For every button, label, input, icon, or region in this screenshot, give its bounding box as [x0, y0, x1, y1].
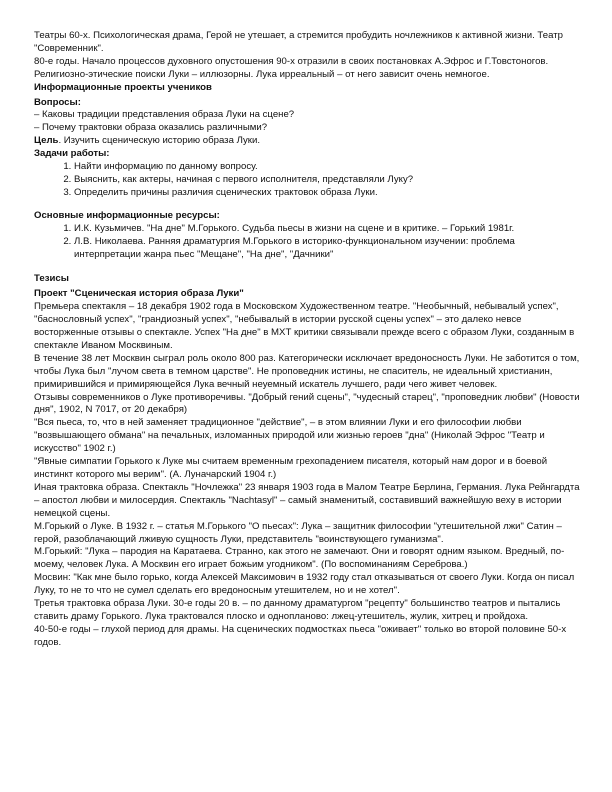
- list-item: 1. Найти информацию по данному вопросу.: [74, 161, 582, 174]
- thesis-paragraph: 40-50-е годы – глухой период для драмы. На сценических подмостках пьеса "оживает" только во второй половине 50-х годов.: [34, 623, 567, 648]
- intro-paragraph-1: Театры 60-х. Психологическая драма, Герой не утешает, а стремится пробудить ночлежников к активной жизни. Театр "Современник".: [34, 30, 563, 54]
- question-item: – Почему трактовки образа оказались различными?: [34, 122, 268, 134]
- questions-heading: Вопросы:: [34, 96, 81, 108]
- goal-label: Цель: [34, 135, 59, 147]
- thesis-paragraph: М.Горький: "Лука – пародия на Каратаева. Странно, как этого не замечают. Они и говорят одним языком. Вредный, по-моему, человек Лука. А Москвин его играет божьим угодником". (По воспоминаниям Сереброва.): [34, 546, 565, 571]
- goal-text: . Изучить сценическую историю образа Луки.: [58, 135, 261, 147]
- thesis-paragraph: Премьера спектакля – 18 декабря 1902 года в Московском Художественном театре. "Необычный, небывалый успех", "баснословный успех", "грандиозный успех", "небывалый в истории русской сцены успех" – это далеко невсе восторженные отзывы о спектакле. Успех "На дне" в МХТ критики связывали прежде всего с образом Луки, созданным в спектакле Иваном Москвиным.: [34, 301, 575, 351]
- thesis-paragraph: Мосвин: "Как мне было горько, когда Алексей Максимович в 1932 году стал отказываться от своего Луки. Когда он писал Луку, то не то что не сумел сделать его вредоносным утешителем, но и не хотел".: [34, 572, 575, 597]
- goal-line: [34, 135, 582, 148]
- thesis-paragraph: Третья трактовка образа Луки. 30-е годы 20 в. – по данному драматургом "рецепту" большинство театров и пытались ставить драму Горького. Лука трактовался плоско и однопланово: лжец-утешитель, жулик, хитрец и пройдоха.: [34, 598, 561, 622]
- list-item: 2. Выяснить, как актеры, начиная с первого исполнителя, представляли Луку?: [74, 174, 582, 187]
- tasks-heading: Задачи работы:: [34, 148, 110, 160]
- list-item: 2. Л.В. Николаева. Ранняя драматургия М.Горького в историко-функциональном изучении: проблема интерпретации жанра пьес "Мещане", "На дне", "Дачники": [74, 236, 582, 262]
- thesis-paragraph: "Вся пьеса, то, что в ней заменяет традиционное "действие", – в этом влиянии Луки и его философии любви "возвышающего обмана" на печальных, изломанных природой или жизнью героев "дна" (Николай Эфрос "Театр и искусство" 1902 г.): [34, 417, 545, 455]
- thesis-paragraph: В течение 38 лет Москвин сыграл роль около 800 раз. Категорически исключает вредоносность Луки. Не заботится о том, чтобы Лука был "лучом света в темном царстве". Не проповедник истины, не спаситель, не идеальный христианин, примирившийся и примиряющейся Лука вечный неуемный искатель лучшего, ради чего живет человек.: [34, 352, 580, 390]
- info-projects-heading: Информационные проекты учеников: [34, 81, 212, 93]
- resources-list: [60, 223, 582, 262]
- project-title: Проект "Сценическая история образа Луки": [34, 288, 244, 300]
- theses-heading: Тезисы: [34, 273, 69, 285]
- list-item: 3. Определить причины различия сценических трактовок образа Луки.: [74, 187, 582, 200]
- thesis-paragraph: Иная трактовка образа. Спектакль "Ночлежка" 23 января 1903 года в Малом Театре Берлина, Германия. Лука Рейнгардта – апостол любви и милосердия. Спектакль "Nachtasyl" – самый знаменитый, составивший важнейшую веху в истории немецкой сцены.: [34, 481, 580, 519]
- resources-heading: Основные информационные ресурсы:: [34, 209, 220, 221]
- thesis-paragraph: М.Горький о Луке. В 1932 г. – статья М.Горького "О пьесах": Лука – защитник философии "утешительной лжи" Сатин – герой, разоблачающий лживую сущность Луки, представитель "воинствующего гуманизма".: [34, 520, 562, 545]
- thesis-paragraph: "Явные симпатии Горького к Луке мы считаем временным грехопадением писателя, который нам дорог и в боевой инстинкт которого мы верим". (А. Луначарский 1904 г.): [34, 456, 548, 480]
- question-item: – Каковы традиции представления образа Луки на сцене?: [34, 109, 295, 121]
- thesis-paragraph: Отзывы современников о Луке противоречивы. "Добрый гений сцены", "чудесный старец", "проповедник любви" (Новости дня", 1902, N 7017, от 20 декабря): [34, 391, 580, 416]
- list-item: 1. И.К. Кузьмичев. "На дне" М.Горького. Судьба пьесы в жизни на сцене и в критике. – Горький 1981г.: [74, 223, 582, 236]
- tasks-list: [60, 161, 582, 200]
- intro-paragraph-2: 80-е годы. Начало процессов духовного опустошения 90-х отразили в своих постановках А.Эфрос и Г.Товстоногов. Религиозно-этические поиски Луки – иллюзорны. Лука ирреальный – от него зависит очень немногое.: [34, 55, 549, 80]
